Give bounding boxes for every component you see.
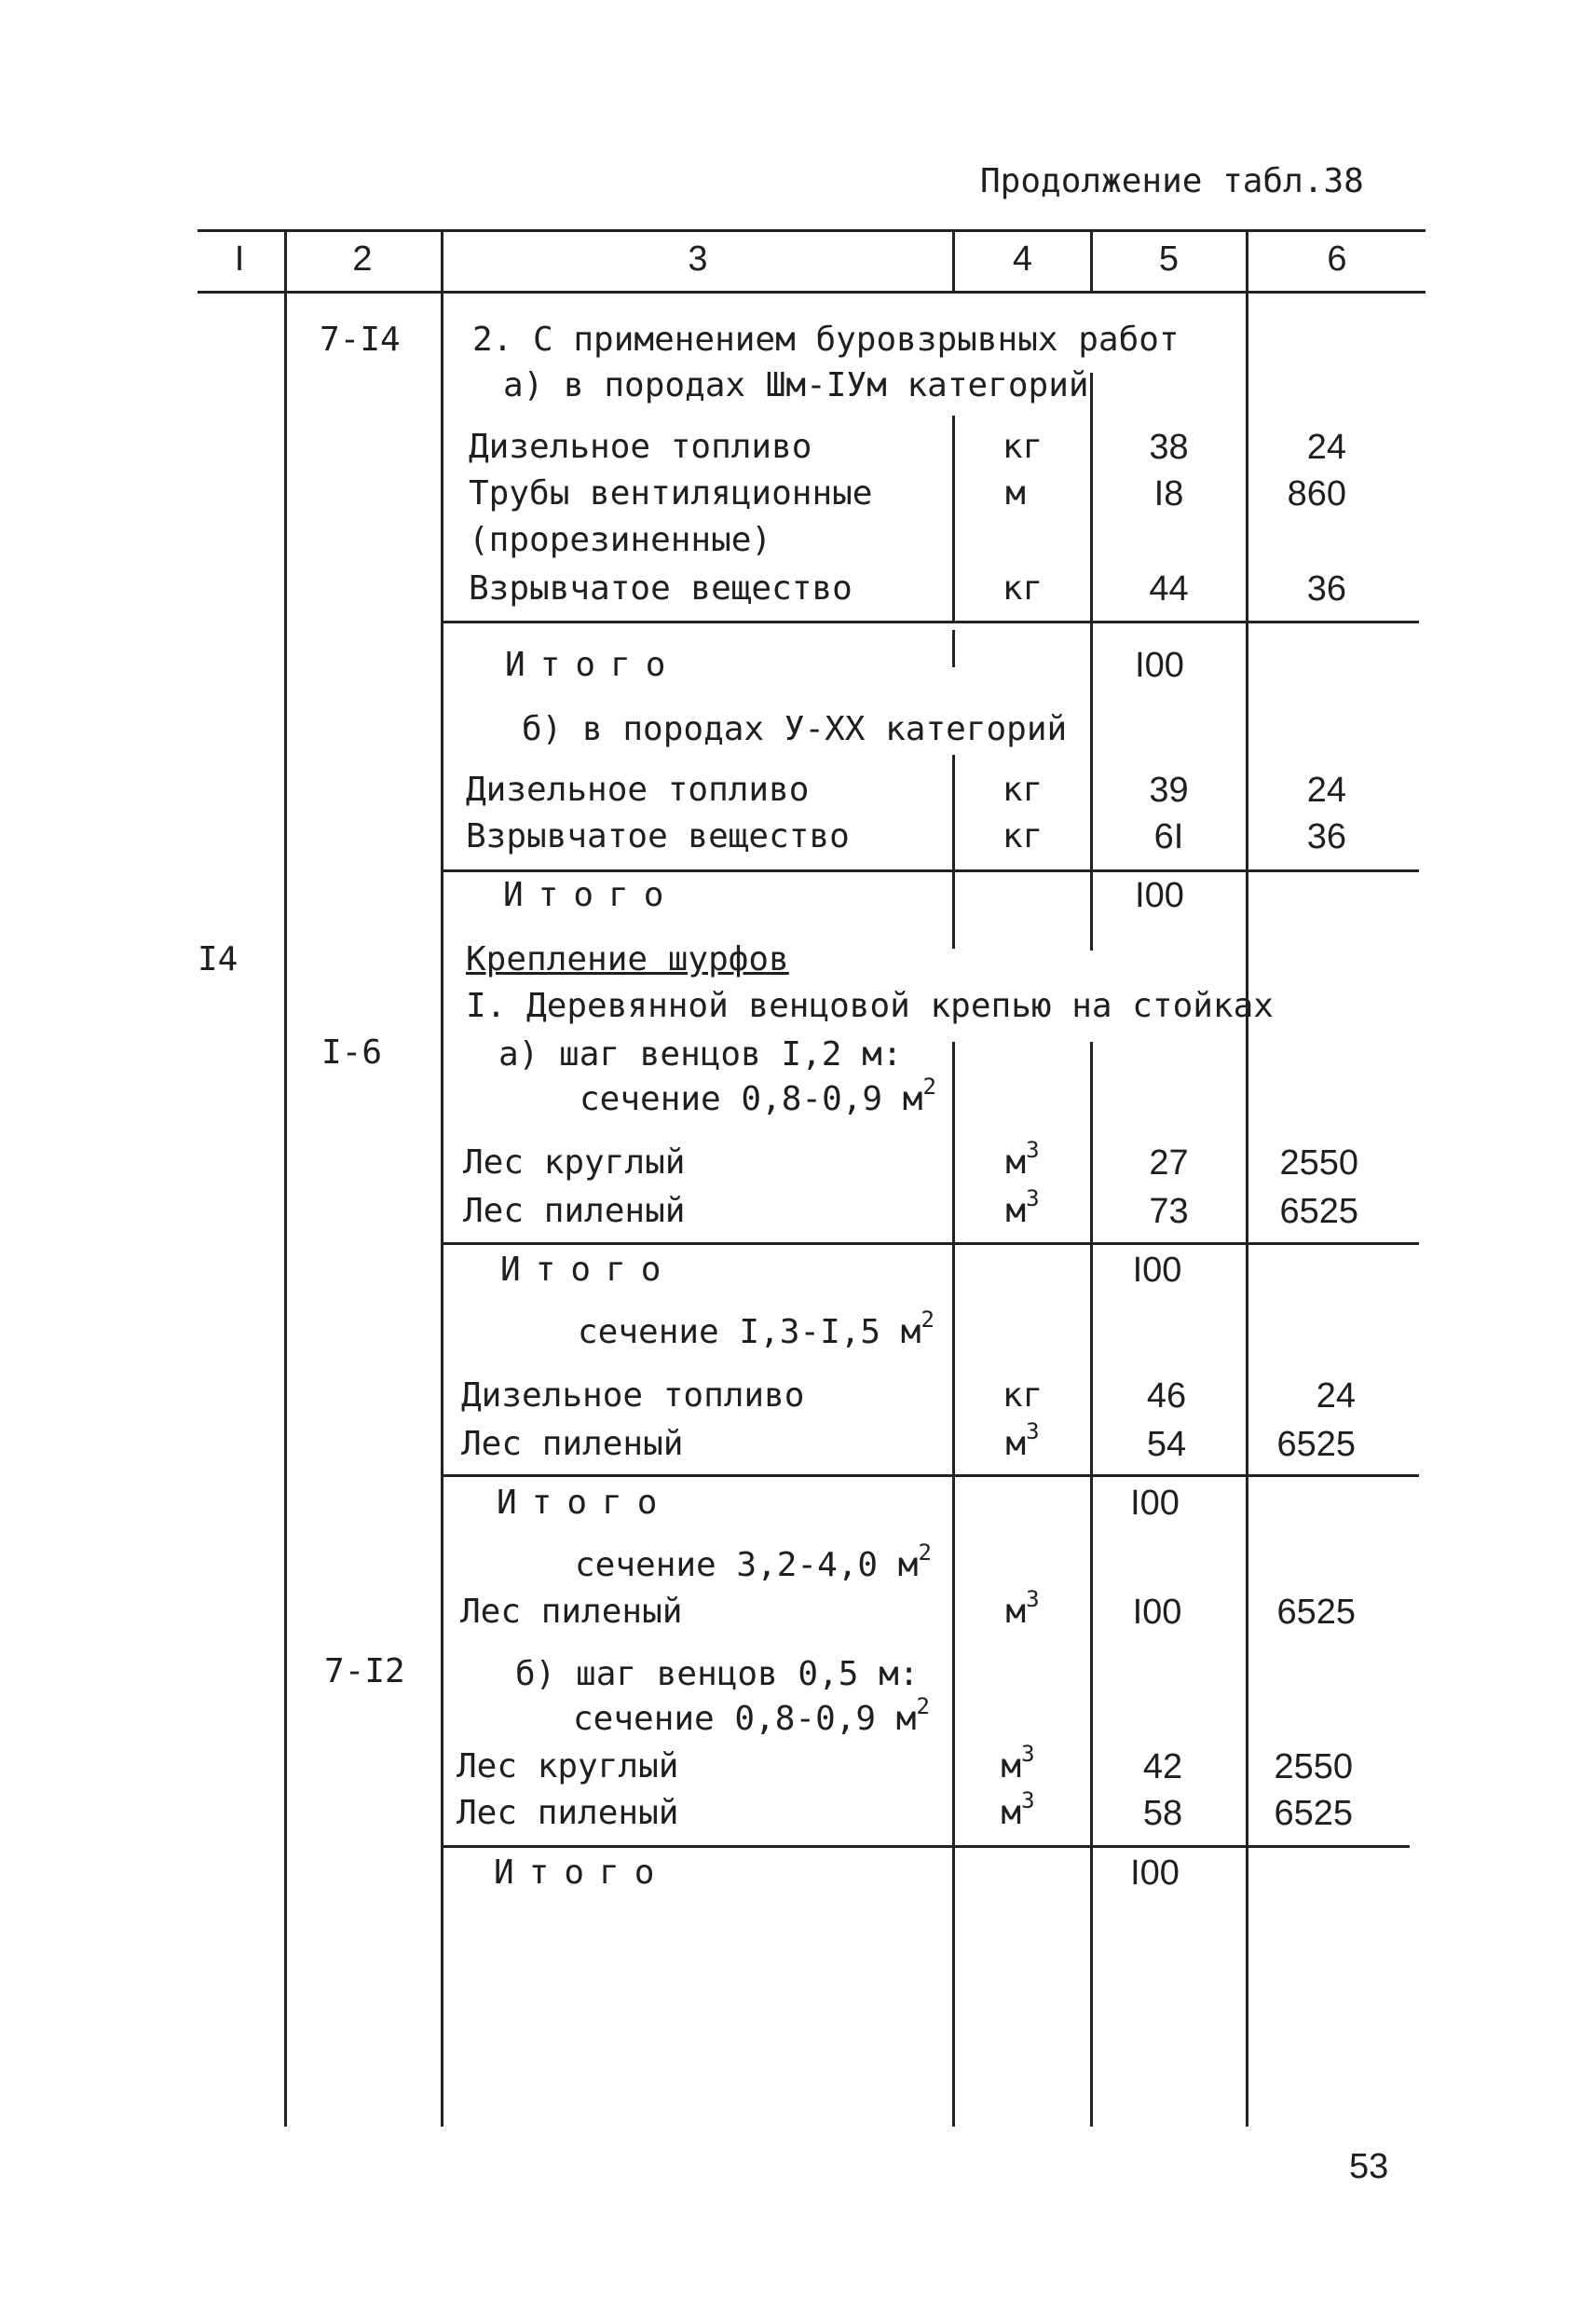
subheading-b1: б) в породах У-ХХ категорий <box>522 710 1068 748</box>
r5-v5: 6I <box>1153 817 1184 856</box>
r11-unit-sup: 3 <box>1021 1741 1035 1767</box>
col-header-1: I <box>234 239 245 279</box>
total-4-v5: I00 <box>1130 1484 1180 1523</box>
section-size-2-text: сечение I,3-I,5 м <box>578 1313 921 1351</box>
total-rule-5 <box>441 1845 1410 1848</box>
col-header-3: 3 <box>688 239 708 279</box>
r8-name: Дизельное топливо <box>461 1376 805 1415</box>
r2-v5: I8 <box>1153 474 1184 513</box>
section-size-3-sup: 2 <box>918 1539 932 1566</box>
r8-unit: кг <box>1002 1376 1044 1415</box>
total-2-v5: I00 <box>1135 876 1184 915</box>
r9-v6: 6525 <box>1276 1425 1356 1464</box>
r10-unit <box>955 1586 1090 1631</box>
section-size-1 <box>580 1074 936 1118</box>
total-3-label: Итого <box>500 1251 676 1289</box>
r6-v5: 27 <box>1149 1143 1189 1183</box>
col-header-6: 6 <box>1327 239 1347 279</box>
r4-v5: 39 <box>1149 771 1189 810</box>
r12-unit <box>950 1787 1085 1832</box>
r12-name: Лес пиленый <box>457 1794 679 1832</box>
r10-v6: 6525 <box>1276 1593 1356 1632</box>
r1-v6: 24 <box>1306 428 1346 467</box>
code-7-14: 7-I4 <box>320 321 401 359</box>
r2-name-cont: (прорезиненные) <box>469 521 772 559</box>
r4-name: Дизельное топливо <box>466 771 810 809</box>
r9-unit-sup: 3 <box>1026 1418 1040 1444</box>
r1-v5: 38 <box>1149 428 1189 467</box>
r7-name: Лес пиленый <box>463 1192 686 1230</box>
r10-v5: I00 <box>1132 1593 1182 1632</box>
r7-unit <box>955 1185 1090 1230</box>
r2-unit: м <box>1005 474 1026 513</box>
subheading-a1: а) в породах Шм-IУм категорий <box>503 366 1089 404</box>
section-size-4 <box>573 1693 930 1738</box>
r6-unit-sup: 3 <box>1026 1137 1040 1163</box>
r3-name: Взрывчатое вещество <box>469 569 853 608</box>
r6-name: Лес круглый <box>463 1143 686 1182</box>
r10-name: Лес пиленый <box>460 1593 683 1631</box>
col-divider-3c <box>952 630 955 667</box>
r8-v5: 46 <box>1146 1376 1187 1416</box>
col-header-2: 2 <box>352 239 373 279</box>
r3-v6: 36 <box>1306 569 1346 609</box>
section-size-4-text: сечение 0,8-0,9 м <box>573 1700 917 1738</box>
r10-unit-sup: 3 <box>1026 1586 1040 1612</box>
section-size-4-sup: 2 <box>916 1693 930 1719</box>
r6-unit <box>955 1137 1090 1182</box>
r12-unit-sup: 3 <box>1021 1787 1035 1813</box>
col-header-5: 5 <box>1158 239 1180 279</box>
col-divider-3a <box>952 229 955 291</box>
code-7-12: 7-I2 <box>324 1652 405 1690</box>
r12-v5: 58 <box>1142 1794 1183 1833</box>
col-divider-1b <box>284 291 287 2127</box>
section-size-2 <box>578 1306 934 1351</box>
table-top-rule <box>198 229 1425 232</box>
r5-name: Взрывчатое вещество <box>466 817 850 855</box>
section-size-2-sup: 2 <box>921 1306 934 1333</box>
col-divider-4a <box>1090 229 1093 291</box>
section-heading: Крепление шурфов <box>466 940 789 978</box>
total-1-label: Итого <box>505 646 681 684</box>
r7-v5: 73 <box>1149 1192 1189 1231</box>
section-size-1-sup: 2 <box>922 1074 936 1100</box>
r9-name: Лес пиленый <box>461 1425 684 1463</box>
total-4-label: Итого <box>497 1484 673 1522</box>
section-size-1-text: сечение 0,8-0,9 м <box>580 1080 923 1118</box>
r7-unit-sup: 3 <box>1026 1185 1040 1211</box>
continuation-label: Продолжение табл.38 <box>980 162 1364 200</box>
r12-v6: 6525 <box>1274 1794 1353 1833</box>
total-5-v5: I00 <box>1130 1854 1180 1893</box>
subheading-b2: б) шаг венцов 0,5 м: <box>515 1655 920 1693</box>
r11-v6: 2550 <box>1274 1747 1353 1786</box>
total-rule-3 <box>441 1242 1419 1245</box>
r1-unit: кг <box>1002 428 1044 466</box>
r11-name: Лес круглый <box>457 1747 679 1785</box>
r12-unit-text: м <box>1001 1794 1022 1832</box>
r1-name: Дизельное топливо <box>469 428 812 466</box>
subheading-a2: а) шаг венцов I,2 м: <box>498 1035 903 1074</box>
r4-v6: 24 <box>1306 771 1346 810</box>
total-2-label: Итого <box>503 876 679 914</box>
r7-unit-text: м <box>1005 1192 1027 1230</box>
page-number: 53 <box>1349 2147 1389 2186</box>
total-5-label: Итого <box>494 1854 670 1892</box>
r5-v6: 36 <box>1306 817 1346 856</box>
r9-unit-text: м <box>1005 1425 1027 1463</box>
section-size-3 <box>575 1539 932 1584</box>
r8-v6: 24 <box>1316 1376 1356 1416</box>
total-rule-1 <box>441 621 1419 623</box>
total-rule-2 <box>441 869 1419 872</box>
heading-blasting: 2. С применением буровзрывных работ <box>472 321 1180 359</box>
heading-crib: I. Деревянной венцовой крепью на стойках <box>466 987 1274 1025</box>
r2-name: Трубы вентиляционные <box>469 474 873 513</box>
col-header-4: 4 <box>1012 239 1033 279</box>
total-rule-4 <box>441 1474 1419 1477</box>
code-col1: I4 <box>198 940 239 978</box>
r11-unit-text: м <box>1001 1747 1022 1785</box>
total-3-v5: I00 <box>1132 1251 1182 1290</box>
r11-unit <box>950 1741 1085 1785</box>
r7-v6: 6525 <box>1279 1192 1358 1231</box>
col-divider-1 <box>284 229 287 291</box>
r6-v6: 2550 <box>1279 1143 1358 1183</box>
r5-unit: кг <box>1002 817 1044 855</box>
r11-v5: 42 <box>1142 1747 1183 1786</box>
r9-v5: 54 <box>1146 1425 1187 1464</box>
header-bottom-rule <box>198 291 1425 294</box>
r10-unit-text: м <box>1005 1593 1027 1631</box>
r3-v5: 44 <box>1149 569 1189 609</box>
r3-unit: кг <box>1002 569 1044 608</box>
section-size-3-text: сечение 3,2-4,0 м <box>575 1546 919 1584</box>
r9-unit <box>955 1418 1090 1463</box>
total-1-v5: I00 <box>1135 646 1184 685</box>
code-1-6: I-6 <box>321 1033 383 1072</box>
r2-v6: 860 <box>1287 474 1346 513</box>
r4-unit: кг <box>1002 771 1044 809</box>
col-divider-2 <box>441 229 443 2127</box>
r6-unit-text: м <box>1005 1143 1027 1182</box>
